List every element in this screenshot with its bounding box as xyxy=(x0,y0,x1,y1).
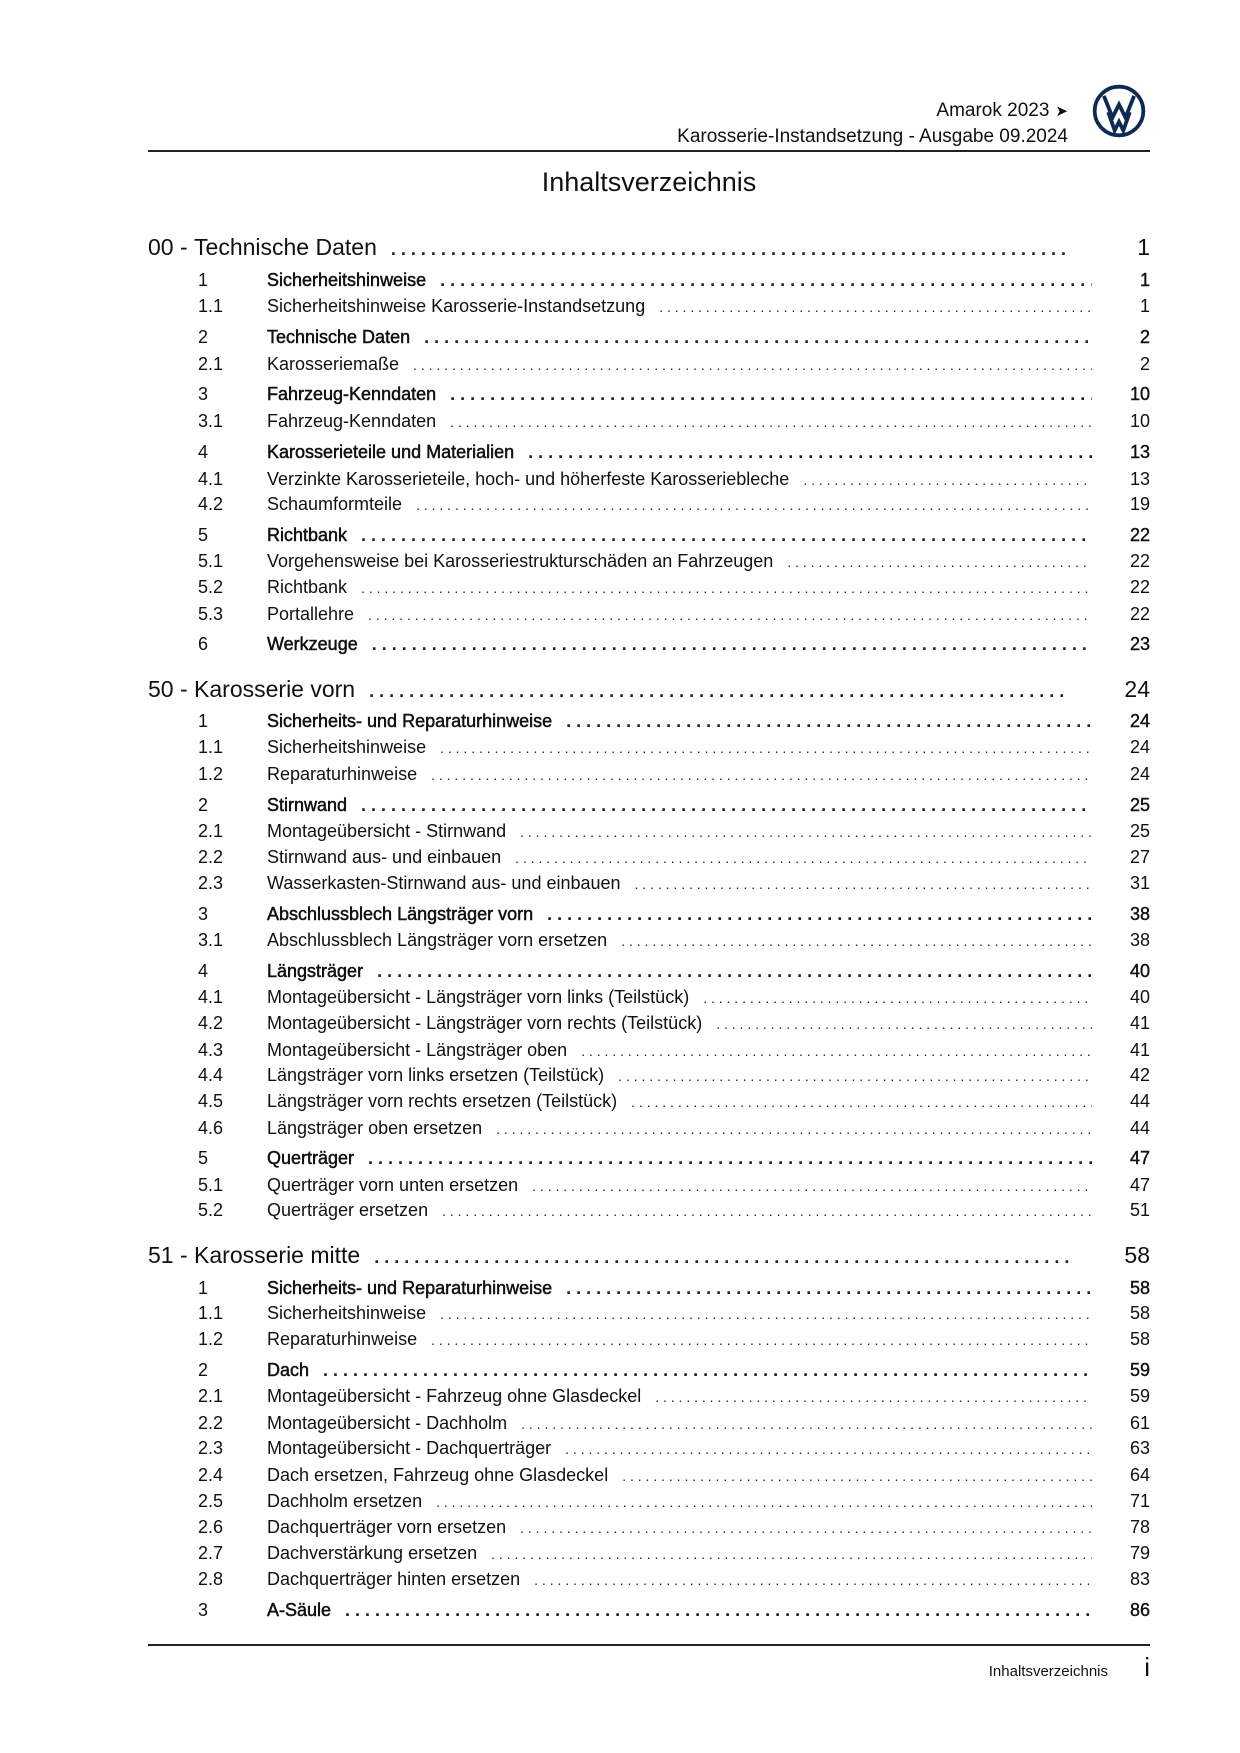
toc-entry-page[interactable]: 58 xyxy=(1124,1242,1150,1268)
toc-entry-page[interactable]: 64 xyxy=(1129,1465,1150,1485)
toc-entry-number: 50 - xyxy=(148,676,188,702)
toc-sub-row[interactable] xyxy=(148,551,1150,572)
toc-sub-row[interactable] xyxy=(148,847,1150,868)
toc-section-row[interactable] xyxy=(148,795,1150,816)
toc-entry-page[interactable]: 1 xyxy=(1139,270,1150,290)
toc-entry-number: 2.3 xyxy=(198,873,224,893)
toc-entry-title[interactable]: Reparaturhinweise xyxy=(267,764,418,784)
toc-sub-row[interactable] xyxy=(148,1013,1150,1034)
toc-entry-page[interactable]: 71 xyxy=(1129,1491,1150,1511)
dot-leader xyxy=(566,711,1092,732)
toc-entry-title[interactable]: Montageübersicht - Längsträger oben xyxy=(267,1040,568,1060)
footer-label: Inhaltsverzeichnis xyxy=(988,1663,1108,1680)
dot-leader xyxy=(655,1389,1092,1405)
toc-entry-number: 2.8 xyxy=(198,1569,224,1589)
dot-leader xyxy=(450,414,1092,430)
toc-entry-number: 2.4 xyxy=(198,1465,224,1485)
vw-logo-icon xyxy=(1092,84,1146,138)
toc-entry-number: 2.2 xyxy=(198,1413,224,1433)
toc-entry-page[interactable]: 24 xyxy=(1129,737,1150,757)
toc-entry-number: 1 xyxy=(198,270,209,290)
toc-entry-title[interactable]: Längsträger oben ersetzen xyxy=(267,1118,483,1138)
toc-entry-page[interactable]: 47 xyxy=(1129,1148,1150,1168)
dot-leader xyxy=(581,1043,1092,1059)
toc-entry-page[interactable]: 58 xyxy=(1129,1329,1150,1349)
toc-sub-row[interactable] xyxy=(148,737,1150,758)
toc-sub-row[interactable] xyxy=(148,1118,1150,1139)
dot-leader xyxy=(635,876,1092,892)
toc-entry-page[interactable]: 13 xyxy=(1129,442,1150,462)
toc-entry-title[interactable]: Montageübersicht - Stirnwand xyxy=(267,821,507,841)
toc-sub-row[interactable] xyxy=(148,1438,1150,1459)
toc-section-row[interactable] xyxy=(148,384,1150,405)
dot-leader xyxy=(631,1094,1092,1110)
toc-entry-page[interactable]: 47 xyxy=(1129,1175,1150,1195)
dot-leader xyxy=(515,850,1092,866)
toc-entry-title[interactable]: Längsträger vorn links ersetzen (Teilstück) xyxy=(267,1065,605,1085)
toc-entry-number: 3 xyxy=(198,904,209,924)
dot-leader xyxy=(436,1494,1092,1510)
toc-entry-number: 6 xyxy=(198,634,209,654)
dot-leader xyxy=(413,357,1092,373)
toc-sub-row[interactable] xyxy=(148,1465,1150,1486)
dot-leader xyxy=(374,1247,1070,1268)
toc-entry-page[interactable]: 58 xyxy=(1129,1303,1150,1323)
dot-leader xyxy=(496,1121,1092,1137)
toc-entry-title[interactable]: Schaumformteile xyxy=(267,494,403,514)
toc-entry-title[interactable]: Abschlussblech Längsträger vorn xyxy=(267,904,534,924)
toc-entry-title[interactable]: Querträger xyxy=(267,1148,355,1168)
dot-leader xyxy=(521,1416,1092,1432)
toc-entry-page[interactable]: 25 xyxy=(1129,795,1150,815)
dot-leader xyxy=(440,740,1092,756)
toc-entry-title[interactable]: Querträger ersetzen xyxy=(267,1200,429,1220)
dot-leader xyxy=(361,795,1092,816)
toc-entry-page[interactable]: 63 xyxy=(1129,1438,1150,1458)
dot-leader xyxy=(424,327,1092,348)
toc-entry-number: 5.3 xyxy=(198,604,224,624)
toc-entry-number: 00 - xyxy=(148,234,188,260)
toc-section-row[interactable] xyxy=(148,1600,1150,1621)
toc-entry-title[interactable]: Stirnwand aus- und einbauen xyxy=(267,847,502,867)
toc-entry-page[interactable]: 1 xyxy=(1137,234,1150,260)
toc-entry-title[interactable]: Dachverstärkung ersetzen xyxy=(267,1543,478,1563)
dot-leader xyxy=(659,299,1092,315)
toc-entry-title[interactable]: Sicherheits- und Reparaturhinweise xyxy=(267,1278,553,1298)
toc-sub-row[interactable] xyxy=(148,1065,1150,1086)
toc-entry-page[interactable]: 38 xyxy=(1129,904,1150,924)
toc-sub-row[interactable] xyxy=(148,1517,1150,1538)
dot-leader xyxy=(520,824,1092,840)
dot-leader xyxy=(622,1468,1092,1484)
dot-leader xyxy=(369,681,1070,702)
toc-entry-title[interactable]: Fahrzeug-Kenndaten xyxy=(267,384,437,404)
toc-entry-page[interactable]: 44 xyxy=(1129,1091,1150,1111)
toc-entry-number: 2.2 xyxy=(198,847,224,867)
toc-section-row[interactable] xyxy=(148,961,1150,982)
toc-entry-page[interactable]: 10 xyxy=(1129,384,1150,404)
arrow-right-icon: ➤ xyxy=(1055,103,1068,120)
toc-chapter-row[interactable] xyxy=(148,1242,1150,1269)
toc-sub-row[interactable] xyxy=(148,1040,1150,1061)
toc-section-row[interactable] xyxy=(148,1360,1150,1381)
toc-entry-page[interactable]: 22 xyxy=(1129,604,1150,624)
toc-entry-number: 3 xyxy=(198,384,209,404)
toc-entry-number: 1.1 xyxy=(198,1303,224,1323)
toc-sub-row[interactable] xyxy=(148,494,1150,515)
toc-entry-number: 5.2 xyxy=(198,1200,224,1220)
toc-entry-number: 2.3 xyxy=(198,1438,224,1458)
toc-entry-page[interactable]: 51 xyxy=(1129,1200,1150,1220)
toc-entry-page[interactable]: 58 xyxy=(1129,1278,1150,1298)
toc-sub-row[interactable] xyxy=(148,930,1150,951)
toc-entry-number: 51 - xyxy=(148,1242,188,1268)
dot-leader xyxy=(372,634,1092,655)
toc-sub-row[interactable] xyxy=(148,1303,1150,1324)
toc-sub-row[interactable] xyxy=(148,1200,1150,1221)
toc-entry-number: 1.2 xyxy=(198,764,224,784)
toc-entry-title[interactable]: Dach xyxy=(267,1360,310,1380)
toc-entry-title[interactable]: Karosseriemaße xyxy=(267,354,400,374)
toc-entry-page[interactable]: 41 xyxy=(1129,1040,1150,1060)
dot-leader xyxy=(547,904,1092,925)
toc-entry-number: 2 xyxy=(198,1360,209,1380)
toc-entry-page[interactable]: 22 xyxy=(1129,551,1150,571)
toc-entry-title[interactable]: Montageübersicht - Dachquerträger xyxy=(267,1438,552,1458)
footer-divider xyxy=(148,1644,1150,1646)
toc-section-row[interactable] xyxy=(148,442,1150,463)
toc-sub-row[interactable] xyxy=(148,1091,1150,1112)
toc-entry-page[interactable]: 2 xyxy=(1139,327,1150,347)
toc-entry-page[interactable]: 1 xyxy=(1139,296,1150,316)
dot-leader xyxy=(377,961,1092,982)
toc-entry-number: 2.1 xyxy=(198,821,224,841)
header-model xyxy=(936,100,1068,122)
toc-entry-title[interactable]: Reparaturhinweise xyxy=(267,1329,418,1349)
toc-entry-number: 2.1 xyxy=(198,354,224,374)
dot-leader xyxy=(440,1306,1092,1322)
header-subtitle: Karosserie-Instandsetzung - Ausgabe 09.2024 xyxy=(677,126,1068,147)
toc-entry-number: 3 xyxy=(198,1600,209,1620)
dot-leader xyxy=(361,580,1092,596)
dot-leader xyxy=(528,442,1092,463)
toc-entry-number: 2 xyxy=(198,795,209,815)
toc-sub-row[interactable] xyxy=(148,1329,1150,1350)
toc-entry-number: 5.2 xyxy=(198,577,224,597)
toc-entry-number: 2.7 xyxy=(198,1543,224,1563)
toc-entry-page[interactable]: 22 xyxy=(1129,525,1150,545)
dot-leader xyxy=(566,1278,1092,1299)
toc-sub-row[interactable] xyxy=(148,821,1150,842)
toc-entry-title[interactable]: Stirnwand xyxy=(267,795,348,815)
page-title: Inhaltsverzeichnis xyxy=(541,167,757,197)
toc-entry-title[interactable]: Sicherheitshinweise xyxy=(267,1303,427,1323)
dot-leader xyxy=(391,239,1070,260)
toc-entry-page[interactable]: 61 xyxy=(1129,1413,1150,1433)
footer-page-number: i xyxy=(1144,1652,1150,1682)
toc-sub-row[interactable] xyxy=(148,1413,1150,1434)
toc-sub-row[interactable] xyxy=(148,469,1150,490)
toc-chapter-row[interactable] xyxy=(148,234,1150,261)
toc-entry-number: 1.1 xyxy=(198,296,224,316)
dot-leader xyxy=(803,472,1092,488)
toc-entry-title[interactable]: Dachholm ersetzen xyxy=(267,1491,423,1511)
toc-entry-number: 1.2 xyxy=(198,1329,224,1349)
toc-entry-title[interactable]: Vorgehensweise bei Karosseriestrukturschäden an Fahrzeugen xyxy=(267,551,774,571)
toc-entry-title[interactable]: Längsträger xyxy=(267,961,364,981)
dot-leader xyxy=(621,933,1092,949)
dot-leader xyxy=(787,554,1092,570)
toc-entry-title[interactable]: Technische Daten xyxy=(267,327,411,347)
dot-leader xyxy=(532,1178,1092,1194)
toc-entry-title[interactable]: Dach ersetzen, Fahrzeug ohne Glasdeckel xyxy=(267,1465,609,1485)
header-model-text: Amarok 2023 xyxy=(936,100,1050,121)
toc-entry-title[interactable]: Wasserkasten-Stirnwand aus- und einbauen xyxy=(267,873,621,893)
toc-entry-title[interactable]: Werkzeuge xyxy=(267,634,358,654)
toc-entry-title[interactable]: Verzinkte Karosserieteile, hoch- und höherfeste Karosseriebleche xyxy=(267,469,790,489)
dot-leader xyxy=(431,767,1092,783)
toc-entry-page[interactable]: 59 xyxy=(1129,1360,1150,1380)
toc-entry-title[interactable]: Karosserieteile und Materialien xyxy=(267,442,515,462)
dot-leader xyxy=(491,1546,1092,1562)
toc-entry-page[interactable]: 24 xyxy=(1129,711,1150,731)
toc-chapter-heading xyxy=(148,1242,360,1269)
toc-entry-page[interactable]: 79 xyxy=(1129,1543,1150,1563)
toc-chapter-row[interactable] xyxy=(148,676,1150,703)
toc-entry-number: 1.1 xyxy=(198,737,224,757)
toc-section-row[interactable] xyxy=(148,634,1150,655)
dot-leader xyxy=(440,270,1092,291)
dot-leader xyxy=(520,1520,1092,1536)
dot-leader xyxy=(345,1600,1092,1621)
dot-leader xyxy=(716,1016,1092,1032)
toc-entry-title[interactable]: Montageübersicht - Längsträger vorn links (Teilstück) xyxy=(267,987,690,1007)
toc-section-row[interactable] xyxy=(148,327,1150,348)
toc-entry-number: 4.1 xyxy=(198,469,224,489)
toc-entry-page[interactable]: 19 xyxy=(1129,494,1150,514)
toc-sub-row[interactable] xyxy=(148,411,1150,432)
toc-entry-title[interactable]: Sicherheitshinweise xyxy=(267,270,427,290)
toc-sub-row[interactable] xyxy=(148,354,1150,375)
dot-leader xyxy=(431,1332,1092,1348)
toc-entry-page[interactable]: 59 xyxy=(1129,1386,1150,1406)
toc-entry-title[interactable]: Montageübersicht - Längsträger vorn rechts (Teilstück) xyxy=(267,1013,703,1033)
toc-entry-number: 4.6 xyxy=(198,1118,224,1138)
toc-sub-row[interactable] xyxy=(148,604,1150,625)
dot-leader xyxy=(565,1441,1092,1457)
toc-entry-number: 5.1 xyxy=(198,551,224,571)
dot-leader xyxy=(618,1068,1092,1084)
toc-sub-row[interactable] xyxy=(148,577,1150,598)
toc-section-row[interactable] xyxy=(148,1278,1150,1299)
dot-leader xyxy=(442,1203,1092,1219)
toc-entry-number: 3.1 xyxy=(198,411,224,431)
toc-entry-page[interactable]: 83 xyxy=(1129,1569,1150,1589)
toc-entry-number: 3.1 xyxy=(198,930,224,950)
toc-section-row[interactable] xyxy=(148,1148,1150,1169)
toc-chapter-heading xyxy=(148,676,355,703)
toc-entry-title[interactable]: Karosserie mitte xyxy=(194,1242,361,1268)
toc-entry-number: 4.3 xyxy=(198,1040,224,1060)
toc-entry-title[interactable]: Portallehre xyxy=(267,604,355,624)
toc-entry-page[interactable]: 86 xyxy=(1129,1600,1150,1620)
dot-leader xyxy=(703,990,1092,1006)
dot-leader xyxy=(534,1572,1092,1588)
toc-entry-title[interactable]: Richtbank xyxy=(267,525,348,545)
toc-entry-page[interactable]: 10 xyxy=(1129,411,1150,431)
toc-entry-number: 2.5 xyxy=(198,1491,224,1511)
toc-entry-number: 4 xyxy=(198,961,209,981)
toc-entry-page[interactable]: 78 xyxy=(1129,1517,1150,1537)
toc-entry-number: 4.1 xyxy=(198,987,224,1007)
dot-leader xyxy=(450,384,1092,405)
toc-entry-number: 2 xyxy=(198,327,209,347)
toc-entry-title[interactable]: Sicherheitshinweise Karosserie-Instandsetzung xyxy=(267,296,646,316)
toc-entry-title[interactable]: Sicherheits- und Reparaturhinweise xyxy=(267,711,553,731)
toc-entry-page[interactable]: 31 xyxy=(1129,873,1150,893)
toc-entry-title[interactable]: Querträger vorn unten ersetzen xyxy=(267,1175,519,1195)
toc-entry-number: 5.1 xyxy=(198,1175,224,1195)
toc-entry-page[interactable]: 25 xyxy=(1129,821,1150,841)
toc-entry-number: 4.4 xyxy=(198,1065,224,1085)
toc-sub-row[interactable] xyxy=(148,987,1150,1008)
toc-entry-title[interactable]: Längsträger vorn rechts ersetzen (Teilstück) xyxy=(267,1091,618,1111)
toc-entry-page[interactable]: 23 xyxy=(1129,634,1150,654)
dot-leader xyxy=(368,607,1092,623)
toc-entry-number: 1 xyxy=(198,1278,209,1298)
toc-entry-title[interactable]: Fahrzeug-Kenndaten xyxy=(267,411,437,431)
toc-section-row[interactable] xyxy=(148,270,1150,291)
toc-entry-title[interactable]: Montageübersicht - Fahrzeug ohne Glasdeckel xyxy=(267,1386,642,1406)
toc-entry-number: 4.2 xyxy=(198,494,224,514)
toc-entry-number: 4.5 xyxy=(198,1091,224,1111)
toc-entry-number: 5 xyxy=(198,1148,209,1168)
toc-entry-page[interactable]: 40 xyxy=(1129,961,1150,981)
toc-entry-page[interactable]: 13 xyxy=(1129,469,1150,489)
toc-entry-title[interactable]: Richtbank xyxy=(267,577,348,597)
toc-entry-page[interactable]: 24 xyxy=(1124,676,1150,702)
dot-leader xyxy=(368,1148,1092,1169)
toc-entry-page[interactable]: 38 xyxy=(1129,930,1150,950)
toc-entry-number: 4.2 xyxy=(198,1013,224,1033)
toc-entry-page[interactable]: 41 xyxy=(1129,1013,1150,1033)
toc-sub-row[interactable] xyxy=(148,1543,1150,1564)
toc-entry-number: 1 xyxy=(198,711,209,731)
toc-sub-row[interactable] xyxy=(148,296,1150,317)
toc-sub-row[interactable] xyxy=(148,1386,1150,1407)
toc-entry-number: 2.1 xyxy=(198,1386,224,1406)
toc-entry-title[interactable]: Technische Daten xyxy=(194,234,377,260)
toc-entry-title[interactable]: Abschlussblech Längsträger vorn ersetzen xyxy=(267,930,608,950)
toc-entry-number: 2.6 xyxy=(198,1517,224,1537)
toc-entry-number: 4 xyxy=(198,442,209,462)
toc-entry-title[interactable]: Dachquerträger hinten ersetzen xyxy=(267,1569,521,1589)
toc-section-row[interactable] xyxy=(148,711,1150,732)
toc-entry-number: 5 xyxy=(198,525,209,545)
toc-section-row[interactable] xyxy=(148,904,1150,925)
toc-sub-row[interactable] xyxy=(148,1175,1150,1196)
toc-entry-page[interactable]: 44 xyxy=(1129,1118,1150,1138)
toc-entry-page[interactable]: 27 xyxy=(1129,847,1150,867)
toc-entry-title[interactable]: Montageübersicht - Dachholm xyxy=(267,1413,508,1433)
toc-entry-title[interactable]: Sicherheitshinweise xyxy=(267,737,427,757)
toc-entry-title[interactable]: A-Säule xyxy=(267,1600,332,1620)
toc-entry-page[interactable]: 24 xyxy=(1129,764,1150,784)
toc-sub-row[interactable] xyxy=(148,764,1150,785)
toc-entry-page[interactable]: 40 xyxy=(1129,987,1150,1007)
toc-entry-page[interactable]: 22 xyxy=(1129,577,1150,597)
toc-sub-row[interactable] xyxy=(148,1569,1150,1590)
toc-section-row[interactable] xyxy=(148,525,1150,546)
header-divider xyxy=(148,150,1150,152)
dot-leader xyxy=(323,1360,1092,1381)
toc-sub-row[interactable] xyxy=(148,1491,1150,1512)
toc-chapter-heading xyxy=(148,234,377,261)
toc-entry-title[interactable]: Karosserie vorn xyxy=(194,676,356,702)
toc-entry-page[interactable]: 42 xyxy=(1129,1065,1150,1085)
toc-entry-page[interactable]: 2 xyxy=(1139,354,1150,374)
toc-entry-title[interactable]: Dachquerträger vorn ersetzen xyxy=(267,1517,507,1537)
dot-leader xyxy=(416,497,1092,513)
dot-leader xyxy=(361,525,1092,546)
toc-sub-row[interactable] xyxy=(148,873,1150,894)
